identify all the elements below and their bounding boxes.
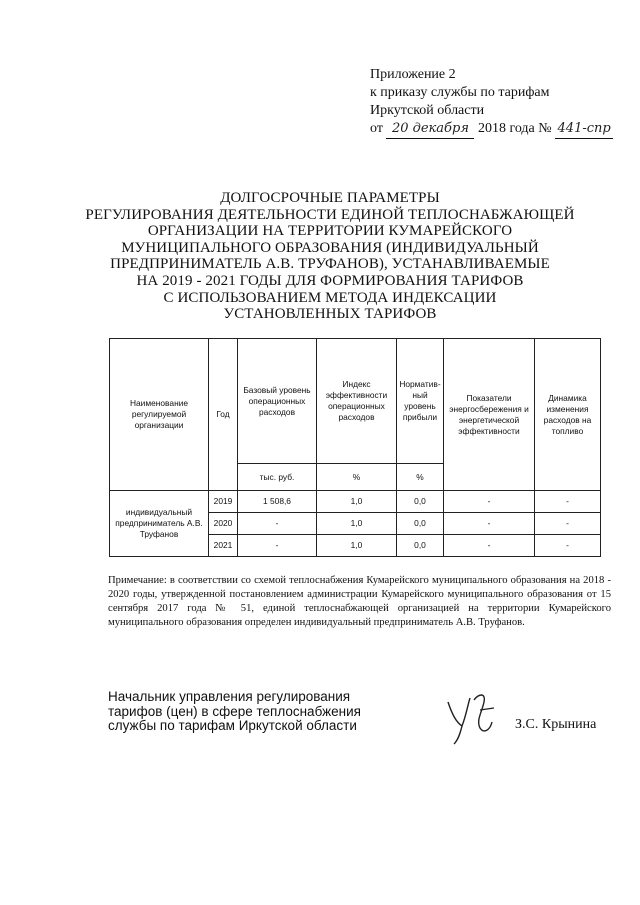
cell-base: - xyxy=(238,535,317,557)
signer-name: З.С. Крынина xyxy=(515,717,597,732)
year-text: 2018 года № xyxy=(477,121,552,136)
cell-index: 1,0 xyxy=(317,535,397,557)
cell-fuel: - xyxy=(535,513,601,535)
title-line: ДОЛГОСРОЧНЫЕ ПАРАМЕТРЫ xyxy=(220,190,440,206)
unit-index: % xyxy=(317,464,397,491)
title-line: РЕГУЛИРОВАНИЯ ДЕЯТЕЛЬНОСТИ ЕДИНОЙ ТЕПЛОСНАБЖАЮЩЕЙ xyxy=(85,206,575,223)
cell-energy: - xyxy=(444,535,535,557)
appendix-line-3: Иркутской области xyxy=(370,103,485,118)
header-profit-level: Нормативный уровень прибыли xyxy=(397,339,444,464)
note-paragraph: Примечание: в соответствии со схемой теплоснабжения Кумарейского муниципального образования на 2018 - 2020 годы, утвержденной постановлением администрации Кумарейского муниципального образования от 15 сентября 2017 года № 51, единой теплоснабжающей организацией на территории Кумарейского муниципального образования определен индивидуальный предприниматель А.В. Труфанов. xyxy=(108,575,611,628)
header-energy-efficiency: Показатели энергосбережения и энергетической эффективности xyxy=(444,339,535,491)
signer-line-3: службы по тарифам Иркутской области xyxy=(108,718,357,733)
document-title xyxy=(60,190,600,323)
handwritten-signature xyxy=(440,680,510,750)
appendix-date-line xyxy=(370,120,613,139)
signer-line-1: Начальник управления регулирования xyxy=(108,689,351,704)
header-base-level: Базовый уровень операционных расходов xyxy=(238,339,317,464)
cell-index: 1,0 xyxy=(317,513,397,535)
cell-year: 2021 xyxy=(209,535,238,557)
title-line: МУНИЦИПАЛЬНОГО ОБРАЗОВАНИЯ (ИНДИВИДУАЛЬНЫЙ xyxy=(121,239,539,256)
cell-profit: 0,0 xyxy=(397,491,444,513)
from-label: от xyxy=(370,121,383,136)
parameters-table xyxy=(109,338,601,557)
cell-profit: 0,0 xyxy=(397,535,444,557)
unit-base: тыс. руб. xyxy=(238,464,317,491)
title-line: УСТАНОВЛЕННЫХ ТАРИФОВ xyxy=(223,306,437,323)
cell-year: 2020 xyxy=(209,513,238,535)
header-year: Год xyxy=(209,339,238,491)
cell-fuel: - xyxy=(535,535,601,557)
title-line: ПРЕДПРИНИМАТЕЛЬ А.В. ТРУФАНОВ), УСТАНАВЛИВАЕМЫЕ xyxy=(110,256,550,273)
title-line: ОРГАНИЗАЦИИ НА ТЕРРИТОРИИ КУМАРЕЙСКОГО xyxy=(147,223,513,240)
cell-energy: - xyxy=(444,513,535,535)
title-line: НА 2019 - 2021 ГОДЫ ДЛЯ ФОРМИРОВАНИЯ ТАРИФОВ xyxy=(136,272,524,289)
appendix-line-2: к приказу службы по тарифам xyxy=(370,85,550,100)
cell-profit: 0,0 xyxy=(397,513,444,535)
title-line: С ИСПОЛЬЗОВАНИЕМ МЕТОДА ИНДЕКСАЦИИ xyxy=(163,289,497,306)
signer-position xyxy=(108,690,361,734)
table-row xyxy=(110,491,601,513)
cell-base: - xyxy=(238,513,317,535)
table-header-row xyxy=(110,339,601,464)
cell-fuel: - xyxy=(535,491,601,513)
cell-base: 1 508,6 xyxy=(238,491,317,513)
handwritten-date: 20 декабря xyxy=(386,120,474,139)
header-efficiency-index: Индекс эффективности операционных расходов xyxy=(317,339,397,464)
appendix-block xyxy=(370,66,613,139)
cell-energy: - xyxy=(444,491,535,513)
unit-profit: % xyxy=(397,464,444,491)
header-org: Наименование регулируемой организации xyxy=(110,339,209,491)
cell-index: 1,0 xyxy=(317,491,397,513)
header-fuel-dynamics: Динамика изменения расходов на топливо xyxy=(535,339,601,491)
handwritten-order-number: 441-спр xyxy=(555,120,613,139)
signer-line-2: тарифов (цен) в сфере теплоснабжения xyxy=(108,703,361,719)
cell-year: 2019 xyxy=(209,491,238,513)
appendix-line-1: Приложение 2 xyxy=(370,67,456,82)
cell-org-name: индивидуальный предприниматель А.В. Труфанов xyxy=(110,491,209,557)
